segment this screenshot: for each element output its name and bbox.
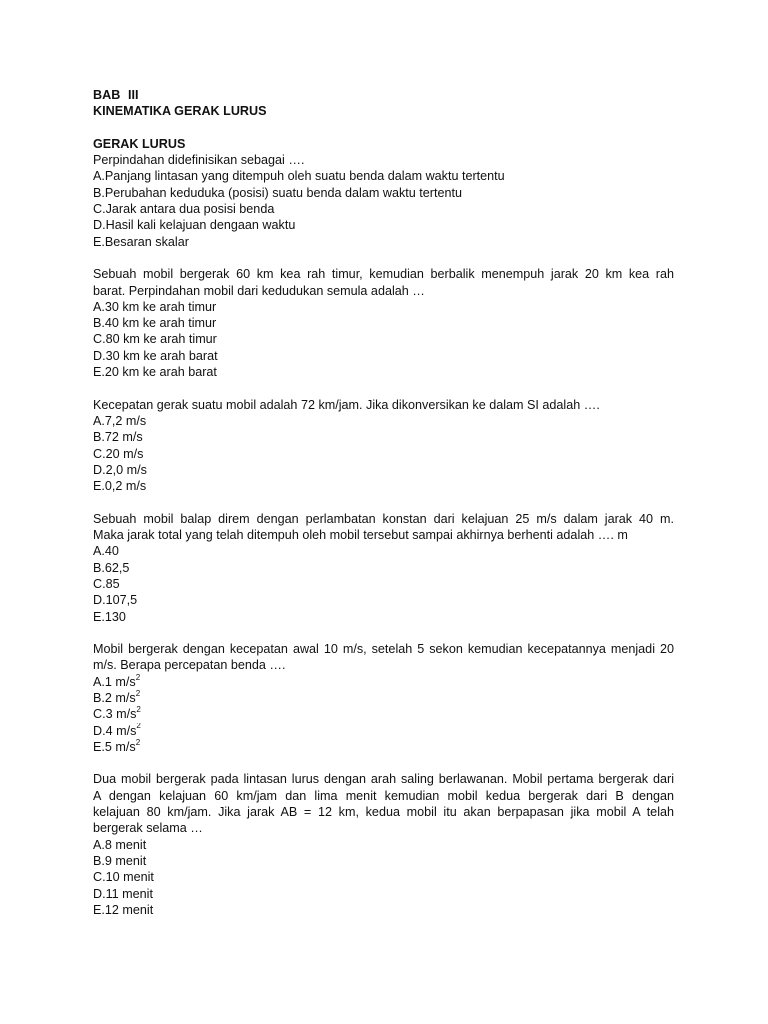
answer-option: C.3 $m/s^2$: [93, 706, 141, 722]
answer-option: B.9 menit: [93, 853, 147, 868]
answer-option: E.130: [93, 609, 126, 624]
answer-option: D.4 $m/s^2$: [93, 722, 141, 738]
squared-superscript: 2: [136, 706, 141, 715]
question-1: [93, 152, 674, 250]
answer-option: A.1 $m/s^2$: [93, 673, 141, 689]
answer-option: D.107,5: [93, 593, 138, 608]
question-text: Kecepatan gerak suatu mobil adalah 72 km/jam. Jika dikonversikan ke dalam SI adalah ….: [93, 397, 600, 412]
question-text: Mobil bergerak dengan kecepatan awal 10 m/s, setelah 5 sekon kemudian kecepatannya menjadi 20: [93, 642, 674, 657]
question-text: barat. Perpindahan mobil dari kedudukan semula adalah …: [93, 283, 425, 298]
chapter-heading: [93, 87, 674, 103]
section-title: GERAK LURUS: [93, 136, 186, 151]
chapter-number: III: [128, 88, 139, 102]
squared-superscript: 2: [135, 738, 141, 747]
answer-option: C.Jarak antara dua posisi benda: [93, 202, 275, 217]
answer-option: A.Panjang lintasan yang ditempuh oleh suatu benda dalam waktu tertentu: [93, 169, 505, 184]
squared-superscript: 2: [135, 689, 141, 698]
chapter-title: KINEMATIKA GERAK LURUS: [93, 104, 267, 119]
answer-option: D.2,0 m/s: [93, 462, 147, 477]
answer-option: A.40: [93, 544, 119, 559]
answer-option: D.Hasil kali kelajuan dengaan waktu: [93, 218, 296, 233]
answer-option: C.20 m/s: [93, 446, 144, 461]
answer-option: B.62,5: [93, 560, 130, 575]
question-2: [93, 266, 674, 380]
answer-option: C.10 menit: [93, 870, 154, 885]
question-text: Perpindahan didefinisikan sebagai ….: [93, 153, 305, 168]
question-text: bergerak selama …: [93, 821, 203, 836]
question-text: A dengan kelajuan 60 km/jam dan lima menit kemudian mobil kedua bergerak dari B dengan: [93, 788, 674, 803]
chapter-label: BAB: [93, 88, 121, 102]
question-3: [93, 397, 674, 495]
question-text: Sebuah mobil bergerak 60 km kea rah timur, kemudian berbalik menempuh jarak 20 km kea rah: [93, 267, 674, 282]
answer-option: A.8 menit: [93, 837, 147, 852]
answer-option: C.85: [93, 576, 120, 591]
answer-option: E.5 $m/s^2$: [93, 738, 141, 754]
answer-option: A.7,2 m/s: [93, 413, 147, 428]
answer-option: E.0,2 m/s: [93, 479, 147, 494]
question-6: [93, 771, 674, 918]
question-text: Dua mobil bergerak pada lintasan lurus dengan arah saling berlawanan. Mobil pertama bergerak dari: [93, 772, 674, 787]
question-5: [93, 641, 674, 755]
question-text: Maka jarak total yang telah ditempuh oleh mobil tersebut sampai akhirnya berhenti adalah …. m: [93, 528, 628, 543]
answer-option: E.Besaran skalar: [93, 234, 189, 249]
answer-option: B.Perubahan keduduka (posisi) suatu benda dalam waktu tertentu: [93, 185, 462, 200]
answer-option: D.11 menit: [93, 886, 153, 901]
squared-superscript: 2: [136, 722, 141, 731]
answer-option: E.20 km ke arah barat: [93, 365, 217, 380]
question-text: Sebuah mobil balap direm dengan perlambatan konstan dari kelajuan 25 m/s dalam jarak 40 m.: [93, 511, 674, 526]
question-text: m/s. Berapa percepatan benda ….: [93, 658, 286, 673]
answer-option: B.72 m/s: [93, 430, 143, 445]
document-page: [93, 87, 674, 918]
answer-option: B.2 $m/s^2$: [93, 689, 141, 705]
answer-option: B.40 km ke arah timur: [93, 316, 217, 331]
answer-option: D.30 km ke arah barat: [93, 348, 218, 363]
answer-option: E.12 menit: [93, 902, 154, 917]
answer-option: C.80 km ke arah timur: [93, 332, 217, 347]
question-text: kelajuan 80 km/jam. Jika jarak AB = 12 km, kedua mobil itu akan berpapasan jika mobil A telah: [93, 805, 674, 820]
answer-option: A.30 km ke arah timur: [93, 299, 217, 314]
squared-superscript: 2: [135, 673, 141, 682]
question-4: [93, 511, 674, 625]
